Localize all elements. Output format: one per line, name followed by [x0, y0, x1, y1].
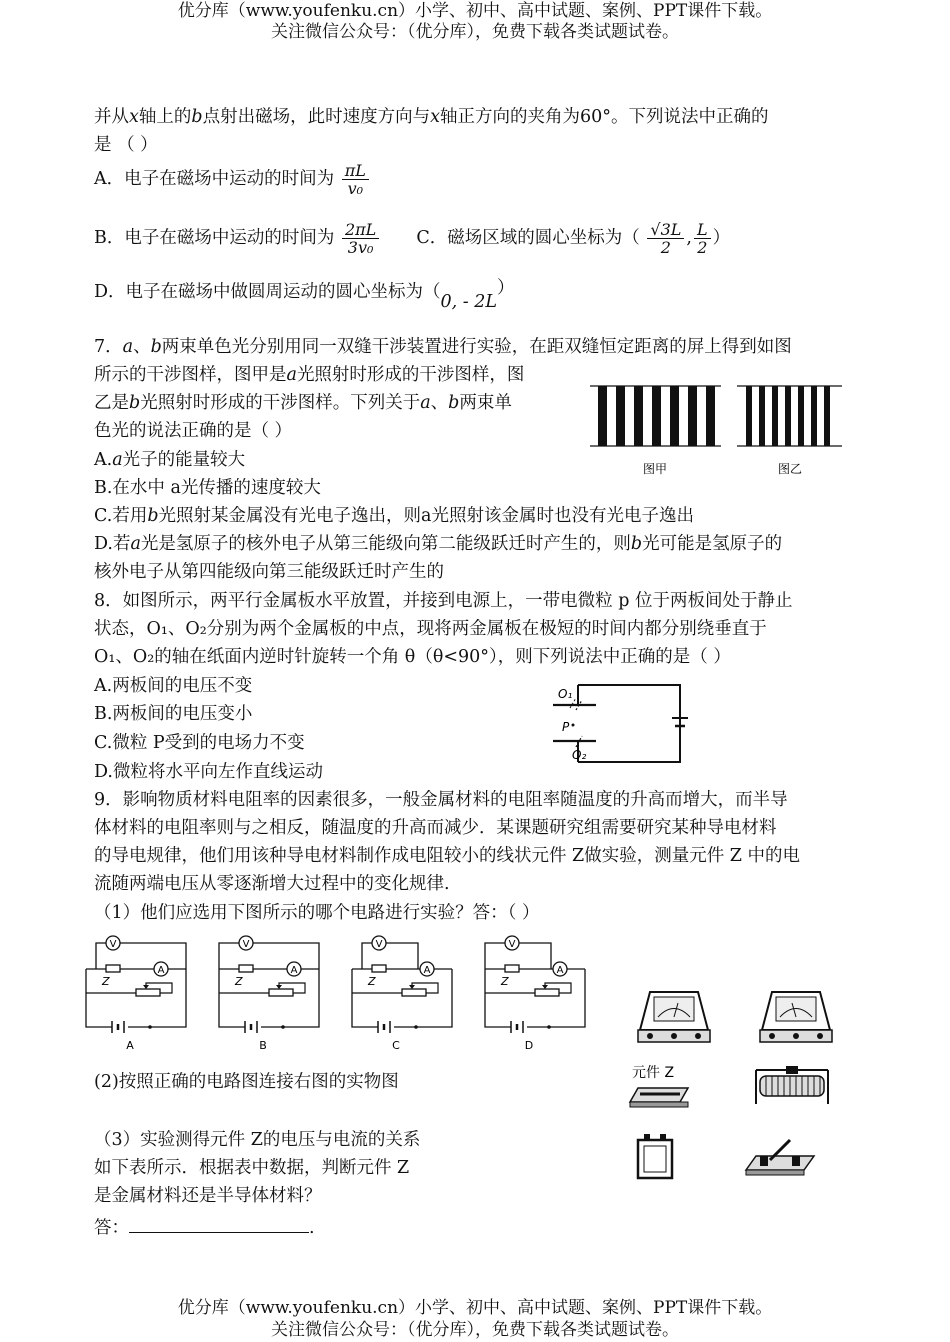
circuit-label-A: A: [126, 1039, 134, 1052]
circuit-A: [86, 936, 186, 1052]
q9-line-2: 体材料的电阻率则与之相反，随温度的升高而减少．某课题研究组需要研究某种导电材料: [94, 818, 777, 838]
q8-option-b: B.两板间的电压变小: [94, 704, 253, 724]
element-z-label: 元件 Z: [632, 1065, 675, 1081]
q6-b-fraction: $\frac{2\pi L}{\text{3v₀}}$: [342, 221, 379, 256]
svg-text:A: A: [157, 965, 165, 976]
q8-line-3: O₁、O₂的轴在纸面内逆时针旋转一个角 θ（θ<90°），则下列说法中正确的是（ ）: [94, 647, 731, 667]
battery-icon: [638, 1134, 672, 1178]
q6-option-d: D．电子在磁场中做圆周运动的圆心坐标为（0, - 2L）: [94, 278, 515, 312]
q9-sub-3-line-1: （3）实验测得元件 Z的电压与电流的关系: [94, 1130, 421, 1150]
interference-figure: [585, 380, 850, 482]
svg-text:Z: Z: [368, 975, 376, 988]
footer-line-2: 关注微信公众号：（优分库），免费下载各类试题试卷。: [271, 1320, 679, 1340]
ammeter-icon: [760, 992, 832, 1042]
circuit-label-C: C: [392, 1039, 400, 1052]
circuit-B: [219, 936, 319, 1052]
q7-option-d-cont: 核外电子从第四能级向第三能级跃迁时产生的: [94, 562, 444, 582]
q9-sub-3-line-3: 是金属材料还是半导体材料？: [94, 1186, 322, 1206]
circuit-label-D: D: [524, 1039, 534, 1052]
svg-text:V: V: [508, 939, 516, 950]
header-line-1: 优分库（www.youfenku.cn）小学、初中、高中试题、案例、PPT课件下载。: [177, 1, 773, 21]
svg-text:A: A: [290, 965, 298, 976]
q9-line-3: 的导电规律，他们用该种导电材料制作成电阻较小的线状元件 Z做实验，测量元件 Z 中的电: [94, 846, 801, 866]
q9-sub-1: （1）他们应选用下图所示的哪个电路进行实验？答：（ ）: [94, 903, 540, 923]
svg-text:Z: Z: [235, 975, 243, 988]
answer-blank[interactable]: [129, 1212, 309, 1233]
q8-line-2: 状态，O₁、O₂分别为两个金属板的中点，现将两金属板在极短的时间内都分别绕垂直于: [94, 619, 767, 639]
q9-sub-3-line-2: 如下表所示．根据表中数据，判断元件 Z: [94, 1158, 410, 1178]
q9-answer: 答： .: [94, 1212, 315, 1242]
q8-option-d: D.微粒将水平向左作直线运动: [94, 762, 323, 782]
switch-icon: [746, 1140, 814, 1175]
q6-option-a: A．电子在磁场中运动的时间为 $\frac{\pi L}{\text{v₀}}$: [94, 162, 371, 197]
q6-intro-line-1: 并从x轴上的b点射出磁场，此时速度方向与x轴正方向的夹角为60°。下列说法中正确的: [94, 107, 769, 127]
q8-line-1: 8．如图所示，两平行金属板水平放置，并接到电源上，一带电微粒 p 位于两板间处于静止: [94, 591, 793, 611]
q7-line-1: 7．a、b两束单色光分别用同一双缝干涉装置进行实验，在距双缝恒定距离的屏上得到如图: [94, 337, 792, 357]
fig-o1-label: O₁: [558, 687, 573, 701]
footer-line-1: 优分库（www.youfenku.cn）小学、初中、高中试题、案例、PPT课件下载。: [177, 1298, 773, 1318]
rheostat-icon: [756, 1066, 828, 1104]
capacitor-circuit-figure: [548, 678, 688, 770]
q9-sub-2: (2)按照正确的电路图连接右图的实物图: [94, 1072, 399, 1092]
voltmeter-icon: [638, 992, 710, 1042]
q7-line-2: 所示的干涉图样，图甲是a光照射时形成的干涉图样，图: [94, 365, 525, 385]
q7-option-b: B.在水中 a光传播的速度较大: [94, 478, 321, 498]
element-z-icon: [630, 1088, 688, 1107]
q9-line-4: 流随两端电压从零逐渐增大过程中的变化规律.: [94, 874, 450, 894]
svg-text:A: A: [423, 965, 431, 976]
fig-jia-label: 图甲: [642, 462, 668, 476]
q6-a-fraction: $\frac{\pi L}{\text{v₀}}$: [342, 162, 369, 197]
q7-option-d: D.若a光是氢原子的核外电子从第三能级向第二能级跃迁时产生的，则b光可能是氢原子的: [94, 534, 783, 554]
q6-intro-line-2: 是 （ ）: [94, 135, 158, 155]
fig-p-label: P: [562, 720, 570, 734]
circuit-C: [352, 936, 452, 1052]
svg-text:V: V: [109, 939, 117, 950]
circuit-options-figure: [80, 935, 610, 1053]
svg-text:Z: Z: [102, 975, 110, 988]
q6-option-b-c: B．电子在磁场中运动的时间为 $\frac{2\pi L}{\text{3v₀}}$ C．磁场区域的圆心坐标为（ $\frac{√3L}{2}$ , $\frac{L}{2}$ ）: [94, 220, 731, 257]
fig-yi-label: 图乙: [777, 462, 803, 476]
svg-text:V: V: [375, 939, 383, 950]
fig-o2-label: O₂: [572, 748, 587, 762]
svg-text:A: A: [556, 965, 564, 976]
header-line-2: 关注微信公众号：（优分库），免费下载各类试题试卷。: [271, 22, 679, 42]
q7-line-4: 色光的说法正确的是（ ）: [94, 421, 293, 441]
svg-text:V: V: [242, 939, 250, 950]
svg-text:Z: Z: [501, 975, 509, 988]
q8-option-c: C.微粒 P受到的电场力不变: [94, 733, 305, 753]
q7-option-c: C.若用b光照射某金属没有光电子逸出，则a光照射该金属时也没有光电子逸出: [94, 506, 694, 526]
q7-line-3: 乙是b光照射时形成的干涉图样。下列关于a、b两束单: [94, 393, 512, 413]
q9-line-1: 9．影响物质材料电阻率的因素很多，一般金属材料的电阻率随温度的升高而增大，而半导: [94, 790, 788, 810]
apparatus-figure: [620, 980, 845, 1190]
circuit-label-B: B: [259, 1039, 267, 1052]
q7-option-a: A.a光子的能量较大: [94, 450, 246, 470]
q6-c-fraction-1: $\frac{√3L}{2}$: [647, 221, 684, 256]
circuit-D: [485, 936, 585, 1052]
q8-option-a: A.两板间的电压不变: [94, 676, 253, 696]
q6-c-fraction-2: $\frac{L}{2}$: [694, 221, 711, 256]
